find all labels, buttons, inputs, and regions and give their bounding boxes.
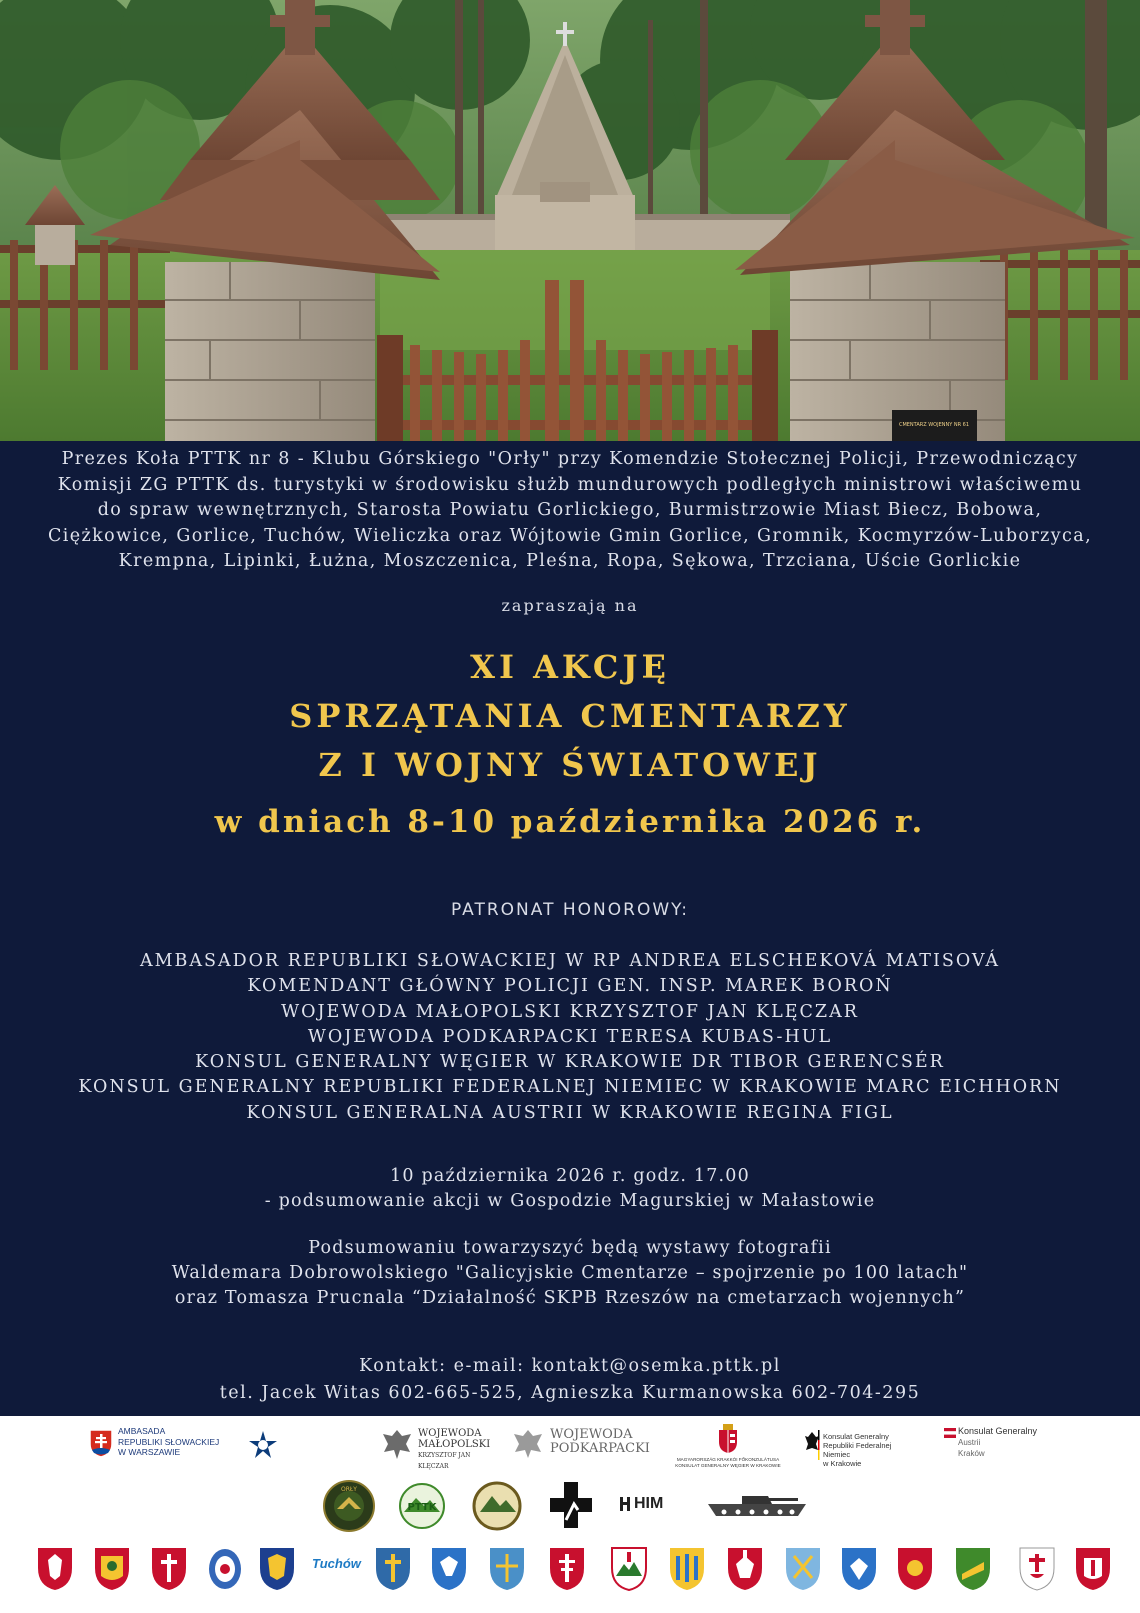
patron-item: KONSUL GENERALNY WĘGIER W KRAKOWIE DR TIBOR GERENCSÉR	[195, 1052, 945, 1073]
municipal-crest-icon	[954, 1546, 992, 1592]
header-photo	[0, 0, 1140, 441]
exhibition-line: Podsumowaniu towarzyszyć będą wystawy fotografii	[308, 1238, 832, 1258]
consulate-label: KONSULAT GENERALNY WĘGIER W KRAKOWIE	[675, 1463, 781, 1468]
invitation-content	[0, 441, 1140, 1416]
wojewoda-label: WOJEWODA	[550, 1427, 633, 1442]
municipal-crest-icon	[784, 1546, 822, 1592]
cross-icon	[548, 1480, 594, 1530]
patron-item: WOJEWODA PODKARPACKI TERESA KUBAS-HUL	[307, 1026, 833, 1047]
german-eagle-icon	[804, 1430, 820, 1460]
consulate-label: Kraków	[958, 1449, 985, 1458]
patron-item: KONSUL GENERALNY REPUBLIKI FEDERALNEJ NIEMIEC W KRAKOWIE MARC EICHHORN	[78, 1077, 1062, 1098]
municipal-crest-icon	[896, 1546, 934, 1592]
municipal-crest-icon	[548, 1546, 586, 1592]
municipal-crest-icon	[374, 1546, 412, 1592]
organizers-line: Krempna, Lipinki, Łużna, Moszczenica, Pleśna, Ropa, Sękowa, Trzciana, Uście Gorlickie	[118, 551, 1022, 571]
plaque-text: CMENTARZ WOJENNY NR 61	[898, 422, 970, 428]
event-title-line: XI AKCJĘ	[470, 648, 670, 686]
event-dates: w dniach 8-10 października 2026 r.	[214, 804, 926, 840]
embassy-label: AMBASADA	[118, 1426, 166, 1436]
austrian-consulate-logo	[944, 1426, 1044, 1466]
patrons-list	[0, 949, 1140, 1126]
organizers-line: do spraw wewnętrznych, Starosta Powiatu Gorlickiego, Burmistrzowie Miast Biecz, Bobowa,	[97, 500, 1043, 520]
patron-item: WOJEWODA MAŁOPOLSKI KRZYSZTOF JAN KLĘCZAR	[281, 1001, 859, 1022]
event-title-line: SPRZĄTANIA CMENTARZY	[289, 697, 851, 735]
municipal-crest-icon	[36, 1546, 74, 1592]
consulate-label: Austrii	[958, 1438, 981, 1447]
event-title	[0, 643, 1140, 790]
municipal-crest-icon	[668, 1546, 706, 1592]
exhibition-line: oraz Tomasza Prucnala “Działalność SKPB Rzeszów na cmetarzach wojennych”	[174, 1288, 966, 1308]
tank-club-logo	[702, 1488, 812, 1522]
municipal-crest-icon	[150, 1546, 188, 1592]
municipal-crest-icon	[93, 1546, 131, 1592]
pttk-label: PTTK	[407, 1502, 437, 1513]
organizers-line: Prezes Koła PTTK nr 8 - Klubu Górskiego "Orły" przy Komendzie Stołecznej Policji, Przewodniczący	[61, 449, 1079, 469]
consulate-label: w Krakowie	[823, 1459, 862, 1468]
cemetery-gate-illustration	[0, 0, 1140, 441]
summary-location: - podsumowanie akcji w Gospodzie Magurskiej w Małastowie	[264, 1191, 876, 1211]
exhibition-line: Waldemara Dobrowolskiego "Galicyjskie Cmentarze – spojrzenie po 100 latach"	[171, 1263, 969, 1283]
hungarian-crest-icon	[717, 1424, 739, 1454]
slovak-embassy-logo	[88, 1426, 228, 1466]
event-title-line: Z I WOJNY ŚWIATOWEJ	[318, 746, 822, 784]
austrian-flag-icon	[944, 1428, 956, 1438]
slovak-crest-icon	[88, 1428, 114, 1458]
organizers-text	[20, 447, 1120, 575]
pttk-badge-icon	[398, 1482, 446, 1530]
municipal-crest-icon	[206, 1546, 244, 1592]
invite-text: zapraszają na	[501, 596, 639, 615]
summary-info	[0, 1164, 1140, 1214]
hungarian-consulate-logo	[668, 1424, 788, 1478]
cross-emblem-logo	[548, 1480, 594, 1530]
police-star-icon	[248, 1430, 278, 1460]
consulate-label: Republiki Federalnej Niemiec	[823, 1441, 892, 1459]
eagle-icon	[512, 1426, 544, 1460]
regional-badge-logo	[472, 1478, 522, 1534]
organizers-line: Komisji ZG PTTK ds. turystyki w środowisku służb mundurowych podległych ministrowi właściwemu	[57, 474, 1083, 495]
wojewoda-label: PODKARPACKI	[550, 1441, 650, 1456]
eagle-icon	[380, 1426, 414, 1462]
him-logo	[620, 1494, 680, 1516]
patron-item: AMBASADOR REPUBLIKI SŁOWACKIEJ W RP ANDREA ELSCHEKOVÁ MATISOVÁ	[139, 951, 1001, 971]
municipal-crest-icon	[726, 1546, 764, 1592]
policja-logo	[248, 1430, 353, 1460]
german-consulate-logo	[804, 1430, 919, 1466]
municipal-crest-icon	[430, 1546, 468, 1592]
orly-club-logo	[322, 1479, 376, 1533]
municipal-crest-icon	[840, 1546, 878, 1592]
municipal-crest-icon	[488, 1546, 526, 1592]
consulate-label: Konsulat Generalny	[958, 1426, 1038, 1436]
wojewoda-name: KRZYSZTOF JAN KLĘCZAR	[418, 1452, 471, 1470]
patron-item: KONSUL GENERALNA AUSTRII W KRAKOWIE REGINA FIGL	[246, 1102, 894, 1123]
summary-date: 10 października 2026 r. godz. 17.00	[390, 1166, 750, 1186]
sponsor-logos	[0, 1416, 1140, 1613]
municipal-crest-icon	[1074, 1546, 1112, 1592]
wojewoda-malopolski-logo	[380, 1426, 495, 1470]
wojewoda-label: MAŁOPOLSKI	[418, 1439, 491, 1450]
orly-badge-icon	[322, 1479, 376, 1533]
embassy-label: W WARSZAWIE	[118, 1447, 181, 1457]
orly-label: ORŁY	[341, 1486, 357, 1493]
municipal-crest-icon	[258, 1546, 296, 1592]
organizers-line: Ciężkowice, Gorlice, Tuchów, Wieliczka oraz Wójtowie Gmin Gorlice, Gromnik, Kocmyrzów-Luborzyca,	[47, 525, 1093, 546]
him-mark-icon	[620, 1497, 634, 1511]
mountain-badge-icon	[472, 1478, 522, 1534]
tuchow-label: Tuchów	[312, 1556, 361, 1571]
patron-item: KOMENDANT GŁÓWNY POLICJI GEN. INSP. MAREK BOROŃ	[247, 976, 893, 997]
him-label: HIM	[634, 1495, 664, 1512]
exhibition-info	[0, 1236, 1140, 1311]
contact-info	[0, 1353, 1140, 1407]
municipal-crest-icon	[1018, 1546, 1056, 1592]
consulate-label: Konsulat Generalny	[823, 1432, 889, 1441]
contact-phones: tel. Jacek Witas 602-665-525, Agnieszka Kurmanowska 602-704-295	[219, 1383, 921, 1403]
wojewoda-label: WOJEWODA	[418, 1428, 482, 1439]
embassy-label: REPUBLIKI SŁOWACKIEJ	[118, 1436, 220, 1447]
contact-email[interactable]: Kontakt: e-mail: kontakt@osemka.pttk.pl	[359, 1356, 781, 1376]
wojewoda-podkarpacki-logo	[512, 1424, 657, 1468]
tank-icon	[702, 1488, 812, 1522]
municipal-crest-icon	[610, 1546, 648, 1592]
patronage-heading: PATRONAT HONOROWY:	[451, 900, 689, 920]
tuchow-logo	[312, 1556, 360, 1576]
pttk-logo	[398, 1482, 446, 1530]
consulate-label: MAGYARORSZÁG KRAKKÓI FŐKONZULÁTUSA	[676, 1457, 780, 1462]
